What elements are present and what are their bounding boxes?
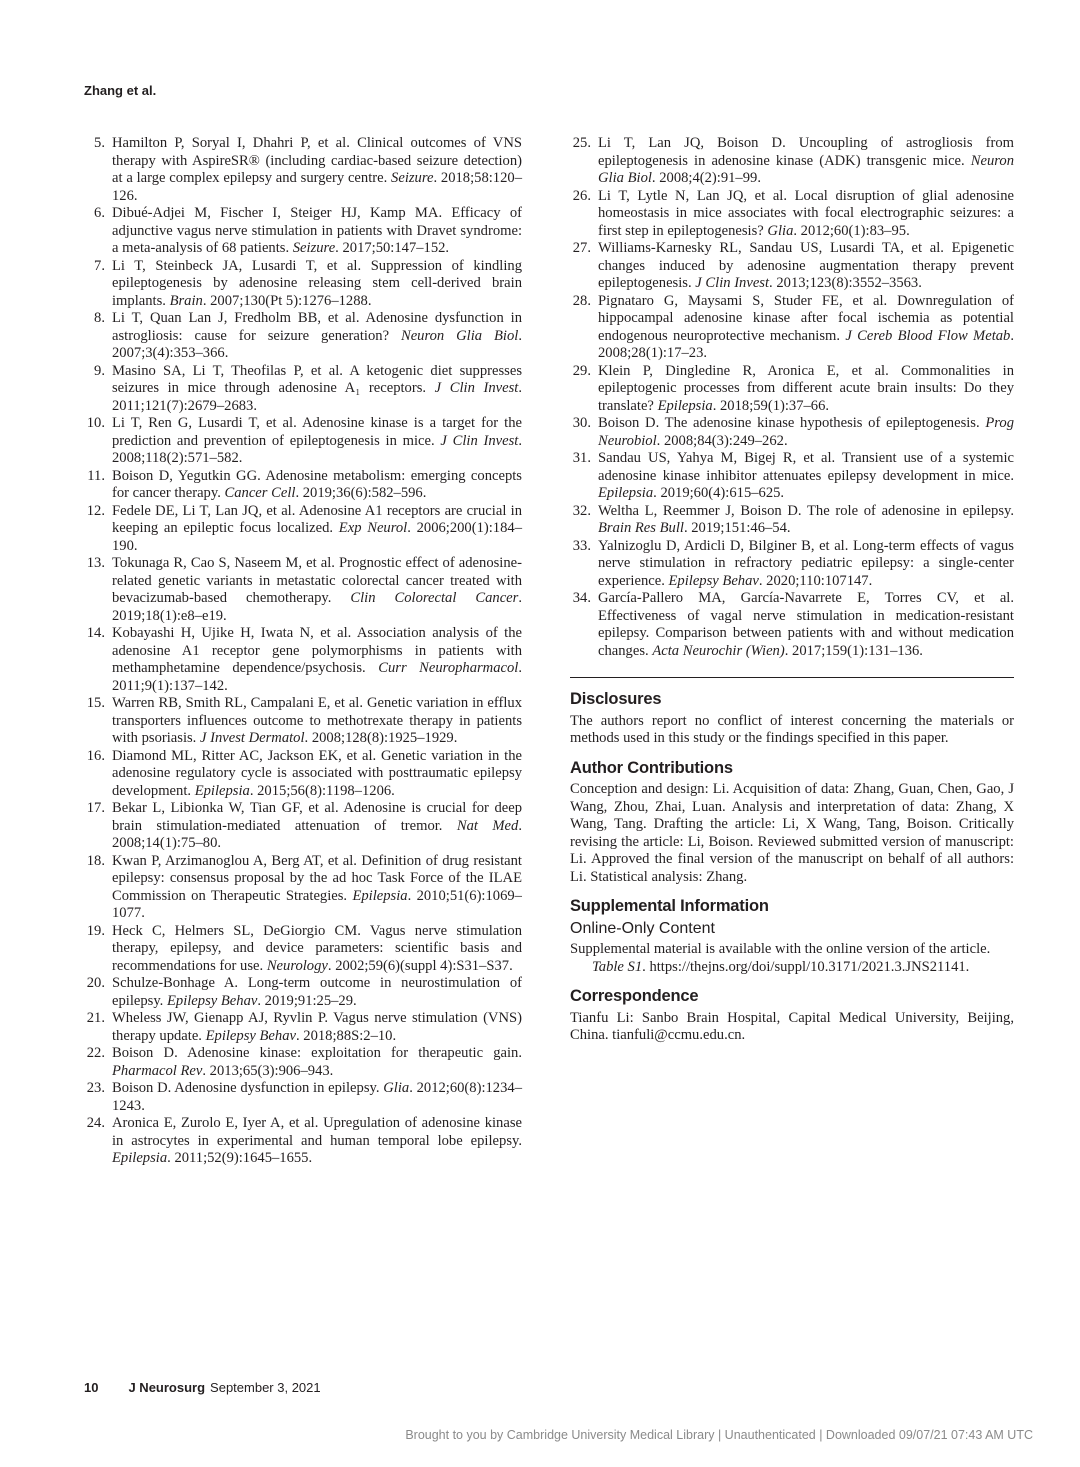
reference-item bbox=[570, 188, 1014, 241]
reference-item bbox=[84, 923, 522, 976]
reference-text bbox=[598, 415, 1014, 450]
reference-item bbox=[84, 695, 522, 748]
reference-journal: Pharmacol Rev bbox=[112, 1062, 203, 1079]
reference-volume: . 2015;56(8):1198–1206. bbox=[249, 782, 395, 799]
reference-text bbox=[598, 538, 1014, 591]
reference-volume: . 2006;200(1):184–190. bbox=[112, 520, 522, 554]
reference-number: 26. bbox=[572, 187, 591, 204]
reference-number: 27. bbox=[572, 240, 591, 256]
reference-number: 18. bbox=[86, 852, 105, 869]
reference-volume: . 2011;9(1):137–142. bbox=[112, 660, 523, 694]
reference-citation: Masino SA, Li T, Theofilas P, et al. A ketogenic diet suppresses seizures in mice through adenosine A₁ receptors. bbox=[112, 362, 522, 396]
reference-item bbox=[84, 310, 522, 363]
reference-volume: . 2002;59(6)(suppl 4):S31–S37. bbox=[327, 957, 513, 974]
reference-volume: . 2012;60(8):1234–1243. bbox=[112, 1080, 522, 1114]
reference-volume: . 2018;88S:2–10. bbox=[295, 1027, 397, 1044]
reference-text bbox=[112, 555, 522, 625]
reference-citation: Bekar L, Libionka W, Tian GF, et al. Adenosine is crucial for deep brain stimulation-mediated attenuation of tremor. bbox=[112, 800, 522, 834]
reference-number: 5. bbox=[94, 135, 105, 151]
reference-citation: Warren RB, Smith RL, Campalani E, et al. Genetic variation in efflux transporters influences outcome to methotrexate therapy in patients with psoriasis. bbox=[112, 695, 522, 746]
reference-number: 13. bbox=[86, 555, 105, 571]
reference-number: 25. bbox=[572, 135, 591, 151]
reference-volume: . 2008;84(3):249–262. bbox=[656, 432, 788, 449]
reference-volume: . 2018;59(1):37–66. bbox=[712, 397, 830, 414]
reference-item bbox=[84, 205, 522, 258]
reference-citation: Boison D. Adenosine dysfunction in epilepsy. bbox=[112, 1080, 384, 1096]
reference-volume: . 2007;3(4):353–366. bbox=[112, 327, 522, 361]
reference-item bbox=[84, 415, 522, 468]
reference-number: 20. bbox=[86, 975, 105, 991]
reference-number: 19. bbox=[86, 922, 105, 939]
reference-volume: . 2010;51(6):1069–1077. bbox=[112, 887, 522, 921]
reference-text bbox=[112, 1115, 522, 1168]
reference-citation: Kwan P, Arzimanoglou A, Berg AT, et al. Definition of drug resistant epilepsy: consensus proposal by the ad hoc Task Force of the ILAE Commission on Therapeutic Strategies. bbox=[112, 852, 522, 904]
reference-number: 6. bbox=[94, 205, 105, 221]
reference-citation: Li T, Ren G, Lusardi T, et al. Adenosine kinase is a target for the prediction and prevention of epileptogenesis in mice. bbox=[112, 415, 522, 449]
issue-date: September 3, 2021 bbox=[210, 1380, 321, 1395]
reference-item bbox=[570, 450, 1014, 503]
reference-volume: . 2008;28(1):17–23. bbox=[598, 327, 1014, 361]
reference-journal: Epilepsy Behav bbox=[166, 992, 258, 1009]
reference-citation: Heck C, Helmers SL, DeGiorgio CM. Vagus nerve stimulation therapy, epilepsy, and device parameters: scientific basis and recommendations for use. bbox=[112, 922, 522, 974]
reference-number: 11. bbox=[87, 467, 105, 484]
reference-volume: . 2013;123(8):3552–3563. bbox=[769, 275, 922, 291]
reference-citation: Yalnizoglu D, Ardicli D, Bilginer B, et al. Long-term effects of vagus nerve stimulation in refractory pediatric epilepsy: a single-center experience. bbox=[598, 537, 1014, 589]
reference-citation: Sandau US, Yahya M, Bigej R, et al. Transient use of a systemic adenosine kinase inhibitor attenuates epilepsy development in mice. bbox=[598, 450, 1014, 484]
reference-journal: Neuron Glia Biol bbox=[400, 327, 519, 344]
reference-number: 22. bbox=[86, 1045, 105, 1061]
reference-item bbox=[84, 1080, 522, 1115]
reference-journal: Nat Med bbox=[456, 817, 519, 834]
reference-item bbox=[84, 468, 522, 503]
reference-citation: Boison D. Adenosine kinase: exploitation for therapeutic gain. bbox=[112, 1045, 522, 1061]
reference-journal: Epilepsy Behav bbox=[668, 572, 759, 589]
reference-citation: Li T, Steinbeck JA, Lusardi T, et al. Suppression of kindling epileptogenesis by adenosine releasing stem cell-derived brain implants. bbox=[112, 257, 522, 309]
reference-number: 30. bbox=[572, 415, 591, 431]
reference-citation: Fedele DE, Li T, Lan JQ, et al. Adenosine A1 receptors are crucial in keeping an epileptic focus localized. bbox=[112, 502, 522, 536]
reference-item bbox=[84, 363, 522, 416]
reference-item bbox=[84, 258, 522, 311]
reference-journal: Epilepsia bbox=[657, 397, 713, 414]
reference-journal: J Clin Invest bbox=[695, 275, 770, 291]
reference-citation: Boison D, Yegutkin GG. Adenosine metabolism: emerging concepts for cancer therapy. bbox=[112, 467, 522, 501]
reference-item bbox=[570, 363, 1014, 416]
reference-volume: . 2018;58:120–126. bbox=[112, 170, 522, 204]
reference-volume: . 2020;110:107147. bbox=[758, 572, 873, 589]
reference-item bbox=[84, 853, 522, 923]
supplemental-text: Supplemental material is available with the online version of the article. bbox=[570, 941, 991, 957]
reference-journal: Epilepsy Behav bbox=[205, 1027, 296, 1044]
reference-volume: . 2017;50:147–152. bbox=[335, 240, 450, 256]
journal-name: J Neurosurg bbox=[128, 1380, 206, 1395]
running-head: Zhang et al. bbox=[84, 83, 157, 98]
reference-journal: J Clin Invest bbox=[434, 380, 519, 396]
reference-number: 7. bbox=[94, 257, 105, 274]
reference-number: 12. bbox=[86, 502, 105, 519]
reference-text bbox=[598, 188, 1014, 241]
reference-citation: Klein P, Dingledine R, Aronica E, et al. Commonalities in epileptogenic processes from different acute brain insults: Do they translate? bbox=[598, 362, 1014, 414]
reference-journal: J Clin Invest bbox=[440, 432, 519, 449]
reference-item bbox=[570, 538, 1014, 591]
reference-item bbox=[84, 800, 522, 853]
reference-text bbox=[112, 1045, 522, 1080]
reference-text bbox=[112, 975, 522, 1010]
reference-journal: J Invest Dermatol bbox=[199, 730, 305, 746]
reference-citation: Schulze-Bonhage A. Long-term outcome in neurostimulation of epilepsy. bbox=[112, 975, 522, 1009]
reference-journal: Epilepsia bbox=[112, 1150, 168, 1166]
reference-text bbox=[598, 450, 1014, 503]
reference-text bbox=[112, 1010, 522, 1045]
reference-text bbox=[112, 310, 522, 363]
reference-number: 16. bbox=[86, 747, 105, 764]
reference-journal: Acta Neurochir (Wien) bbox=[652, 642, 785, 659]
reference-journal: Exp Neurol bbox=[338, 520, 408, 536]
reference-volume: . 2008;128(8):1925–1929. bbox=[304, 730, 458, 746]
reference-journal: J Cereb Blood Flow Metab bbox=[845, 327, 1011, 344]
reference-text bbox=[112, 363, 522, 416]
reference-citation: Li T, Lan JQ, Boison D. Uncoupling of astrogliosis from epileptogenesis in adenosine kinase (ADK) transgenic mice. bbox=[598, 135, 1014, 169]
reference-number: 31. bbox=[572, 450, 591, 466]
reference-journal: Brain bbox=[169, 292, 203, 309]
reference-text bbox=[598, 135, 1014, 188]
reference-volume: . 2008;4(2):91–99. bbox=[651, 170, 761, 186]
reference-item bbox=[570, 135, 1014, 188]
reference-item bbox=[84, 1045, 522, 1080]
reference-text bbox=[112, 748, 522, 801]
reference-citation: García-Pallero MA, García-Navarrete E, Torres CV, et al. Effectiveness of vagal nerve stimulation in medication-resistant epilepsy. Comparison between patients with and without medication changes. bbox=[598, 590, 1014, 659]
reference-item bbox=[570, 590, 1014, 660]
reference-item bbox=[84, 975, 522, 1010]
reference-journal: Epilepsia bbox=[598, 485, 654, 501]
reference-journal: Seizure bbox=[292, 240, 336, 256]
reference-citation: Pignataro G, Maysami S, Studer FE, et al. Downregulation of hippocampal adenosine kinase after focal ischemia as potential endogenous neuroprotective mechanism. bbox=[598, 292, 1014, 344]
reference-item bbox=[570, 240, 1014, 293]
reference-volume: . 2008;14(1):75–80. bbox=[112, 817, 522, 851]
reference-number: 33. bbox=[572, 537, 591, 554]
reference-number: 29. bbox=[572, 362, 591, 379]
reference-volume: . 2019;151:46–54. bbox=[683, 520, 791, 536]
reference-citation: Wheless JW, Gienapp AJ, Ryvlin P. Vagus nerve stimulation (VNS) therapy update. bbox=[112, 1010, 522, 1044]
reference-text bbox=[112, 205, 522, 258]
reference-journal: Glia bbox=[383, 1080, 410, 1096]
reference-citation: Weltha L, Reemmer J, Boison D. The role of adenosine in epilepsy. bbox=[598, 502, 1014, 519]
table-label: Table S1 bbox=[592, 958, 643, 975]
reference-journal: Prog Neurobiol bbox=[598, 415, 1014, 449]
reference-text bbox=[598, 363, 1014, 416]
reference-item bbox=[84, 1010, 522, 1045]
reference-volume: . 2019;60(4):615–625. bbox=[653, 485, 785, 501]
reference-citation: Hamilton P, Soryal I, Dhahri P, et al. Clinical outcomes of VNS therapy with AspireSR® (including cardiac-based seizure detection) at a large complex epilepsy and surgery centre. bbox=[112, 135, 522, 186]
reference-text bbox=[112, 258, 522, 311]
reference-number: 17. bbox=[86, 800, 105, 816]
reference-citation: Dibué-Adjei M, Fischer I, Steiger HJ, Kamp MA. Efficacy of adjunctive vagus nerve stimulation in patients with Dravet syndrome: a meta-analysis of 68 patients. bbox=[112, 205, 522, 256]
reference-text bbox=[112, 415, 522, 468]
reference-volume: . 2008;118(2):571–582. bbox=[112, 432, 522, 466]
reference-list-right bbox=[570, 135, 1014, 660]
reference-volume: . 2017;159(1):131–136. bbox=[784, 642, 923, 659]
reference-journal: Neuron Glia Biol bbox=[598, 152, 1014, 186]
reference-journal: Glia bbox=[767, 222, 794, 239]
reference-number: 32. bbox=[572, 502, 591, 519]
page-number: 10 bbox=[84, 1380, 99, 1395]
disclosures-text: The authors report no conflict of interest concerning the materials or methods used in this study or the findings specified in this paper. bbox=[570, 712, 1014, 746]
reference-volume: . 2012;60(1):83–95. bbox=[793, 222, 910, 239]
reference-number: 34. bbox=[572, 590, 591, 606]
author-contributions-heading: Author Contributions bbox=[570, 758, 733, 777]
reference-item bbox=[570, 503, 1014, 538]
reference-number: 15. bbox=[86, 695, 105, 711]
reference-volume: . 2019;18(1):e8–e19. bbox=[112, 590, 522, 624]
reference-item bbox=[84, 555, 522, 625]
reference-item bbox=[570, 415, 1014, 450]
reference-citation: Williams-Karnesky RL, Sandau US, Lusardi TA, et al. Epigenetic changes induced by adenosine augmentation therapy prevent epileptogenesis. bbox=[598, 240, 1014, 291]
reference-text bbox=[112, 800, 522, 853]
reference-volume: . 2019;91:25–29. bbox=[257, 992, 357, 1009]
reference-journal: Clin Colorectal Cancer bbox=[350, 590, 519, 606]
reference-item bbox=[84, 625, 522, 695]
reference-citation: Diamond ML, Ritter AC, Jackson EK, et al. Genetic variation in the adenosine regulatory cycle is associated with posttraumatic epilepsy development. bbox=[112, 747, 522, 799]
reference-item bbox=[84, 503, 522, 556]
reference-number: 23. bbox=[86, 1080, 105, 1096]
section-divider bbox=[570, 677, 1014, 678]
reference-number: 21. bbox=[86, 1010, 105, 1026]
reference-text bbox=[598, 590, 1014, 660]
reference-citation: Li T, Lytle N, Lan JQ, et al. Local disruption of glial adenosine homeostasis in mice associates with focal electrographic seizures: a first step in epileptogenesis? bbox=[598, 187, 1014, 239]
reference-item bbox=[84, 135, 522, 205]
reference-volume: . 2011;121(7):2679–2683. bbox=[112, 380, 522, 414]
reference-text bbox=[112, 923, 522, 976]
correspondence-heading: Correspondence bbox=[570, 987, 699, 1005]
reference-number: 9. bbox=[94, 362, 105, 379]
access-note: Brought to you by Cambridge University Medical Library | Unauthenticated | Downloaded 09/07/21 07:43 AM UTC bbox=[405, 1428, 1033, 1442]
reference-text bbox=[112, 1080, 522, 1115]
reference-text bbox=[598, 240, 1014, 293]
reference-number: 14. bbox=[86, 625, 105, 641]
reference-text bbox=[598, 293, 1014, 363]
reference-volume: . 2011;52(9):1645–1655. bbox=[167, 1150, 313, 1166]
reference-journal: Seizure bbox=[391, 170, 434, 186]
reference-text bbox=[598, 503, 1014, 538]
reference-volume: . 2013;65(3):906–943. bbox=[202, 1062, 334, 1079]
reference-text bbox=[112, 503, 522, 556]
reference-journal: Epilepsia bbox=[194, 782, 250, 799]
reference-citation: Boison D. The adenosine kinase hypothesis of epileptogenesis. bbox=[598, 415, 986, 431]
reference-text bbox=[112, 695, 522, 748]
correspondence-text: Tianfu Li: Sanbo Brain Hospital, Capital Medical University, Beijing, China. tianfuli@ccmu.edu.cn. bbox=[570, 1009, 1014, 1043]
supplemental-heading: Supplemental Information bbox=[570, 897, 769, 915]
reference-number: 24. bbox=[86, 1115, 105, 1131]
reference-number: 8. bbox=[94, 310, 105, 326]
right-column bbox=[570, 135, 1014, 1057]
disclosures-heading: Disclosures bbox=[570, 690, 662, 708]
reference-journal: Cancer Cell bbox=[224, 485, 296, 501]
reference-list-left bbox=[84, 135, 522, 1168]
reference-number: 10. bbox=[86, 415, 105, 431]
supplemental-link[interactable]: https://thejns.org/doi/suppl/10.3171/2021.3.JNS21141. bbox=[649, 958, 970, 975]
reference-item bbox=[570, 293, 1014, 363]
reference-volume: . 2019;36(6):582–596. bbox=[295, 485, 427, 501]
online-only-subheading: Online-Only Content bbox=[570, 919, 715, 937]
reference-journal: Brain Res Bull bbox=[598, 520, 684, 536]
reference-journal: Epilepsia bbox=[352, 887, 408, 904]
reference-text bbox=[112, 853, 522, 923]
reference-item bbox=[84, 748, 522, 801]
author-contributions-text: Conception and design: Li. Acquisition of data: Zhang, Guan, Chen, Gao, J Wang, Zhou, Zhai, Luan. Analysis and interpretation of data: Zhang, X Wang, Tang. Drafting the article: Li, X Wang, Tang, Boison. Critically revising the article: Li, Boison. Reviewed submitted version of manuscript: Li. Approved the final version of the manuscript on behalf of all authors: Li. Statistical analysis: Zhang. bbox=[570, 781, 1014, 885]
reference-citation: Li T, Quan Lan J, Fredholm BB, et al. Adenosine dysfunction in astrogliosis: cause for seizure generation? bbox=[112, 310, 522, 344]
reference-number: 28. bbox=[572, 292, 591, 309]
reference-citation: Kobayashi H, Ujike H, Iwata N, et al. Association analysis of the adenosine A1 receptor gene polymorphisms in patients with methamphetamine dependence/psychosis. bbox=[112, 625, 522, 676]
reference-citation: Aronica E, Zurolo E, Iyer A, et al. Upregulation of adenosine kinase in astrocytes in experimental and human temporal lobe epilepsy. bbox=[112, 1115, 522, 1149]
reference-citation: Tokunaga R, Cao S, Naseem M, et al. Prognostic effect of adenosine-related genetic variants in metastatic colorectal cancer treated with bevacizumab-based chemotherapy. bbox=[112, 555, 522, 606]
reference-journal: Curr Neuropharmacol bbox=[378, 660, 519, 676]
reference-journal: Neurology bbox=[266, 957, 328, 974]
reference-volume: . 2007;130(Pt 5):1276–1288. bbox=[202, 292, 372, 309]
reference-text bbox=[112, 625, 522, 695]
supplemental-table-line: Table S1. https://thejns.org/doi/suppl/10.3171/2021.3.JNS21141. bbox=[592, 958, 970, 975]
reference-item bbox=[84, 1115, 522, 1168]
page-footer bbox=[84, 1380, 321, 1395]
reference-text bbox=[112, 135, 522, 205]
reference-text bbox=[112, 468, 522, 503]
